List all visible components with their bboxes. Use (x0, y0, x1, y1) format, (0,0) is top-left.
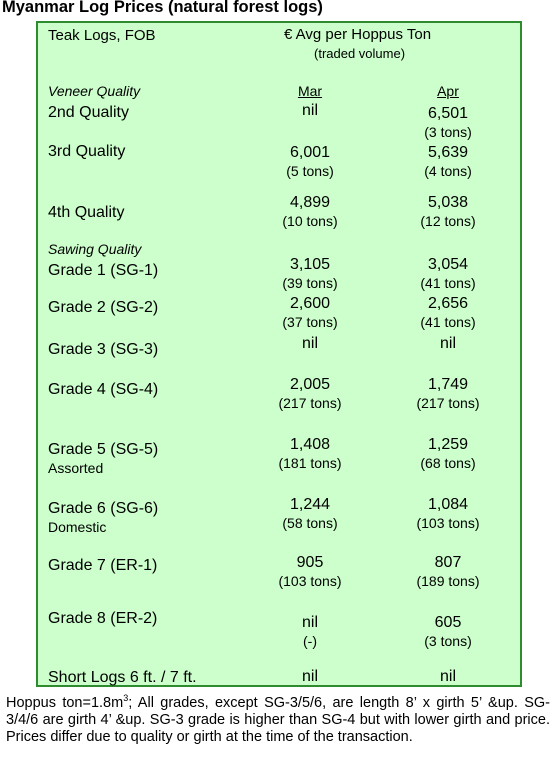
apr-value: 1,749 (427, 376, 469, 393)
row-sublabel: Assorted (48, 460, 104, 476)
mar-cell (250, 193, 370, 231)
apr-volume: (3 tons) (424, 633, 472, 649)
apr-value: 1,084 (427, 496, 469, 513)
apr-cell (388, 667, 508, 686)
row-label: Short Logs 6 ft. / 7 ft. (48, 669, 197, 686)
apr-value: 5,038 (427, 194, 469, 211)
column-apr: Apr (437, 83, 459, 99)
footnote-superscript: 3 (123, 693, 129, 703)
apr-value: nil (439, 668, 456, 685)
apr-value: 3,054 (427, 256, 469, 273)
mar-cell (250, 553, 370, 591)
footnote (6, 690, 550, 746)
mar-cell (250, 375, 370, 413)
footnote-text: Hoppus ton=1.8m (6, 694, 124, 711)
apr-volume: (4 tons) (424, 163, 472, 179)
mar-cell (250, 334, 370, 353)
mar-value: 905 (296, 554, 324, 571)
page-title: Myanmar Log Prices (natural forest logs) (2, 0, 323, 16)
row-label: Grade 3 (SG-3) (48, 341, 159, 358)
apr-value: 807 (434, 554, 462, 571)
mar-volume: (103 tons) (278, 573, 342, 589)
mar-value: nil (301, 102, 318, 119)
mar-volume: (37 tons) (282, 314, 338, 330)
mar-cell (250, 667, 370, 686)
mar-value: nil (301, 668, 318, 685)
apr-value: nil (439, 335, 456, 352)
mar-value: nil (301, 335, 318, 352)
apr-value: 605 (434, 614, 462, 631)
unit-subheader: (traded volume) (314, 46, 406, 61)
apr-value: 2,656 (427, 295, 469, 312)
apr-value: 6,501 (427, 105, 469, 122)
mar-cell (250, 435, 370, 473)
mar-volume: (-) (303, 633, 317, 649)
mar-cell (250, 495, 370, 533)
mar-value: 2,005 (289, 376, 331, 393)
mar-value: 6,001 (289, 144, 331, 161)
apr-volume: (12 tons) (420, 213, 476, 229)
row-label: 4th Quality (48, 204, 125, 221)
mar-value: 2,600 (289, 295, 331, 312)
apr-cell (388, 334, 508, 353)
apr-cell (388, 495, 508, 533)
row-label: 2nd Quality (48, 104, 129, 121)
mar-value: 4,899 (289, 194, 331, 211)
apr-value: 5,639 (427, 144, 469, 161)
row-label: Grade 8 (ER-2) (48, 610, 158, 627)
row-label: Grade 7 (ER-1) (48, 557, 158, 574)
mar-cell (250, 294, 370, 332)
mar-volume: (10 tons) (282, 213, 338, 229)
footnote-text-rest: ; All grades, except SG-3/5/6, are length 8’ x girth 5’ &up. SG-3/4/6 are girth 4’ &up. SG-3 grade is higher than SG-4 but with lower girth and price. Prices differ due to quality or girth at the time of the transaction. (6, 694, 550, 745)
apr-cell (388, 143, 508, 181)
apr-volume: (217 tons) (416, 395, 480, 411)
product-header: Teak Logs, FOB (48, 27, 156, 44)
apr-cell (388, 255, 508, 293)
mar-value: 1,244 (289, 496, 331, 513)
mar-cell (250, 101, 370, 120)
mar-volume: (39 tons) (282, 275, 338, 291)
mar-volume: (5 tons) (286, 163, 334, 179)
mar-volume: (58 tons) (282, 515, 338, 531)
mar-value: nil (301, 614, 318, 631)
row-label: Grade 6 (SG-6) (48, 500, 159, 517)
mar-cell (250, 255, 370, 293)
row-label: Grade 1 (SG-1) (48, 262, 159, 279)
row-label: Grade 2 (SG-2) (48, 299, 159, 316)
column-mar: Mar (297, 83, 323, 99)
mar-value: 3,105 (289, 256, 331, 273)
mar-value: 1,408 (289, 436, 331, 453)
unit-header: € Avg per Hoppus Ton (284, 26, 432, 43)
apr-cell (388, 294, 508, 332)
mar-volume: (181 tons) (278, 455, 342, 471)
apr-cell (388, 553, 508, 591)
apr-volume: (103 tons) (416, 515, 480, 531)
apr-cell (388, 435, 508, 473)
section-veneer: Veneer Quality (48, 83, 141, 99)
apr-cell (388, 104, 508, 142)
apr-volume: (41 tons) (420, 275, 476, 291)
apr-volume: (68 tons) (420, 455, 476, 471)
price-table (36, 21, 522, 687)
apr-volume: (3 tons) (424, 124, 472, 140)
mar-cell (250, 143, 370, 181)
mar-cell (250, 613, 370, 651)
row-label: Grade 5 (SG-5) (48, 441, 159, 458)
apr-cell (388, 613, 508, 651)
mar-volume: (217 tons) (278, 395, 342, 411)
section-sawing: Sawing Quality (48, 241, 142, 257)
apr-cell (388, 193, 508, 231)
apr-value: 1,259 (427, 436, 469, 453)
apr-volume: (41 tons) (420, 314, 476, 330)
apr-volume: (189 tons) (416, 573, 480, 589)
row-sublabel: Domestic (48, 519, 107, 535)
row-label: 3rd Quality (48, 143, 126, 160)
apr-cell (388, 375, 508, 413)
row-label: Grade 4 (SG-4) (48, 381, 159, 398)
